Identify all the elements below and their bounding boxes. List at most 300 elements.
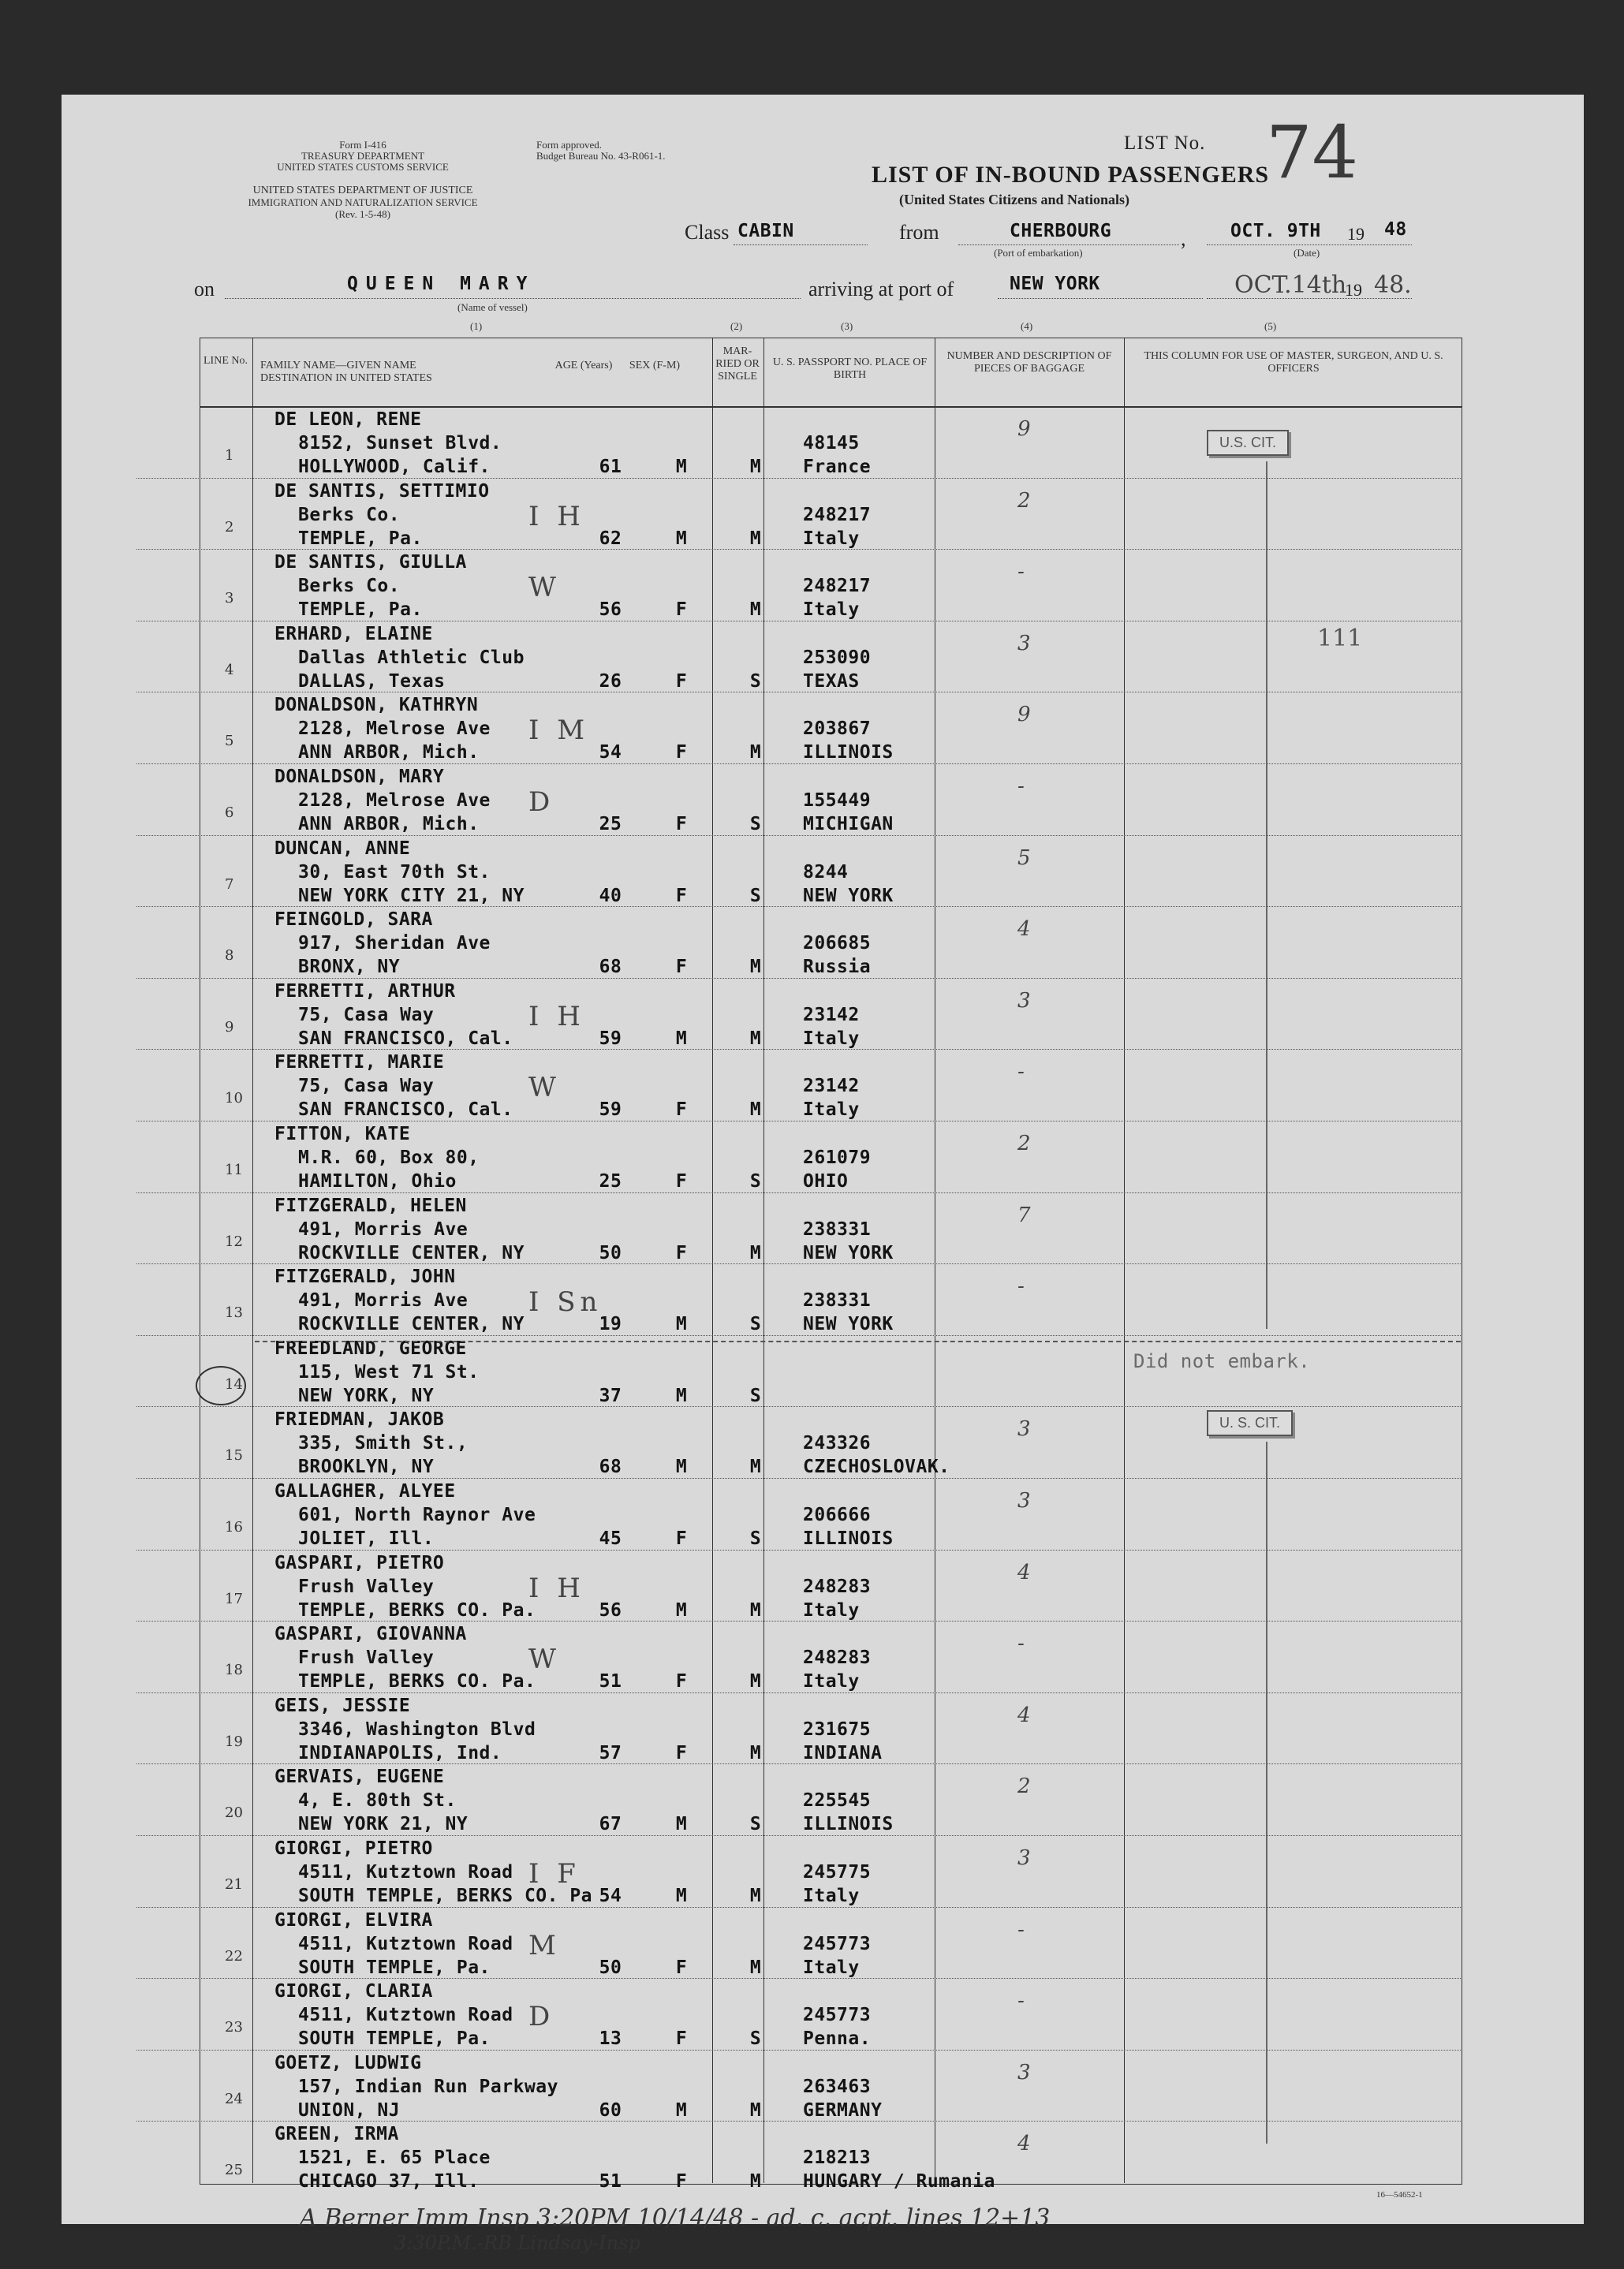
row-passport-no: 238331 bbox=[803, 1290, 872, 1312]
row-age: 50 bbox=[599, 1242, 622, 1263]
row-age: 40 bbox=[599, 885, 622, 906]
list-number: 74 bbox=[1266, 110, 1359, 195]
row-birthplace: ILLINOIS bbox=[803, 742, 894, 763]
col-num-5: (5) bbox=[1264, 320, 1277, 332]
row-age: 56 bbox=[599, 599, 622, 621]
row-marital-status: M bbox=[749, 1599, 762, 1621]
page-subtitle: (United States Citizens and Nationals) bbox=[899, 192, 1130, 207]
row-divider bbox=[136, 1907, 1461, 1908]
row-divider bbox=[136, 1835, 1461, 1836]
row-address-1: 75, Casa Way bbox=[298, 1076, 435, 1097]
row-line-number: 6 bbox=[225, 804, 234, 821]
row-marital-status: S bbox=[749, 1528, 762, 1549]
col-header-officers: THIS COLUMN FOR USE OF MASTER, SURGEON, AND U. S. OFFICERS bbox=[1144, 350, 1443, 375]
col-header-sex: SEX (F-M) bbox=[629, 360, 681, 371]
row-divider bbox=[136, 1478, 1461, 1479]
row-age: 57 bbox=[599, 1742, 622, 1763]
page-title: LIST OF IN-BOUND PASSENGERS bbox=[872, 162, 1270, 188]
row-line-number: 4 bbox=[225, 661, 234, 678]
row-passport-no: 48145 bbox=[803, 433, 860, 453]
row-baggage: - bbox=[1017, 560, 1025, 584]
row-address-2: DALLAS, Texas bbox=[298, 670, 446, 692]
row-address-2: NEW YORK CITY 21, NY bbox=[298, 885, 525, 906]
row-line-number: 15 bbox=[225, 1447, 243, 1465]
row-sex: M bbox=[675, 1314, 688, 1335]
row-birthplace: Penna. bbox=[803, 2028, 872, 2050]
row-sex: F bbox=[675, 599, 688, 621]
row-passport-no: 23142 bbox=[803, 1076, 860, 1097]
row-baggage: 9 bbox=[1017, 417, 1031, 441]
row-address-2: TEMPLE, BERKS CO. Pa. bbox=[298, 1671, 536, 1692]
row-address-1: Dallas Athletic Club bbox=[298, 647, 525, 668]
inspector-signature-2: 3:30P.M.-RB Lindsay-Insp bbox=[394, 2232, 640, 2254]
row-baggage: - bbox=[1017, 774, 1025, 798]
row-inspector-mark: W bbox=[528, 572, 561, 604]
row-birthplace: Russia bbox=[803, 957, 872, 978]
row-age: 50 bbox=[599, 1957, 622, 1978]
vessel-name: QUEEN MARY bbox=[347, 274, 536, 294]
justice-dept: UNITED STATES DEPARTMENT OF JUSTICE bbox=[252, 185, 473, 196]
row-age: 51 bbox=[599, 2171, 622, 2192]
row-address-1: 157, Indian Run Parkway bbox=[298, 2076, 558, 2097]
row-sex: M bbox=[675, 457, 688, 477]
from-value: CHERBOURG bbox=[1010, 221, 1112, 241]
row-divider bbox=[136, 549, 1461, 550]
row-address-2: ROCKVILLE CENTER, NY bbox=[298, 1314, 525, 1335]
row-marital-status: S bbox=[749, 1314, 762, 1335]
row-family-name: DONALDSON, KATHRYN bbox=[274, 695, 479, 716]
row-birthplace: HUNGARY / Rumania bbox=[803, 2171, 995, 2192]
row-address-1: 2128, Melrose Ave bbox=[298, 718, 491, 740]
row-address-1: 1521, E. 65 Place bbox=[298, 2148, 491, 2169]
row-sex: M bbox=[675, 1814, 688, 1835]
row-marital-status: S bbox=[749, 885, 762, 906]
row-address-2: CHICAGO 37, Ill. bbox=[298, 2171, 480, 2192]
row-passport-no: 238331 bbox=[803, 1218, 872, 1240]
row-sex: F bbox=[675, 2028, 688, 2050]
row-marital-status: M bbox=[749, 599, 762, 621]
inspector-signature: A Berner Imm Insp 3:20PM 10/14/48 - ad. c. acpt. lines 12+13 bbox=[300, 2204, 1051, 2232]
row-line-number: 1 bbox=[225, 447, 234, 464]
row-baggage: 4 bbox=[1017, 1703, 1031, 1727]
row-family-name: DE SANTIS, GIULLA bbox=[274, 552, 467, 573]
row-address-1: 917, Sheridan Ave bbox=[298, 933, 491, 954]
row-family-name: FEINGOLD, SARA bbox=[274, 909, 433, 931]
row-marital-status: M bbox=[749, 1457, 762, 1478]
row-line-number: 19 bbox=[225, 1733, 243, 1750]
row-baggage: 3 bbox=[1017, 631, 1031, 655]
form-revision: (Rev. 1-5-48) bbox=[335, 208, 390, 220]
row-birthplace: OHIO bbox=[803, 1171, 849, 1192]
row-inspector-mark: I H bbox=[528, 1572, 585, 1604]
row-family-name: GREEN, IRMA bbox=[274, 2124, 399, 2145]
row-divider bbox=[136, 1978, 1461, 1979]
col-num-2: (2) bbox=[730, 320, 743, 332]
form-approved: Form approved. bbox=[536, 139, 603, 151]
row-baggage: - bbox=[1017, 1274, 1025, 1299]
row-passport-no: 206666 bbox=[803, 1505, 872, 1525]
arrival-year: 48. bbox=[1374, 271, 1412, 299]
row-sex: M bbox=[675, 1599, 688, 1621]
col-header-age: AGE (Years) bbox=[554, 360, 613, 371]
row-address-2: JOLIET, Ill. bbox=[298, 1528, 435, 1549]
row-passport-no: 206685 bbox=[803, 933, 872, 954]
row-passport-no: 218213 bbox=[803, 2148, 872, 2169]
row-address-1: 3346, Washington Blvd bbox=[298, 1719, 536, 1740]
row-birthplace: ILLINOIS bbox=[803, 1528, 894, 1549]
row-birthplace: Italy bbox=[803, 1099, 860, 1121]
row-address-2: ANN ARBOR, Mich. bbox=[298, 814, 480, 834]
row-baggage: - bbox=[1017, 1989, 1025, 2013]
row-passport-no: 231675 bbox=[803, 1719, 872, 1740]
row-age: 62 bbox=[599, 528, 622, 549]
row-address-2: TEMPLE, Pa. bbox=[298, 599, 423, 621]
row-inspector-mark: I H bbox=[528, 1000, 585, 1032]
row-divider bbox=[136, 2121, 1461, 2122]
row-family-name: DE SANTIS, SETTIMIO bbox=[274, 480, 490, 502]
form-footer-code: 16—54652-1 bbox=[1376, 2190, 1423, 2200]
row-address-2: BRONX, NY bbox=[298, 957, 401, 978]
row-address-2: ANN ARBOR, Mich. bbox=[298, 742, 480, 763]
row-birthplace: MICHIGAN bbox=[803, 814, 894, 834]
row-age: 19 bbox=[599, 1314, 622, 1335]
row-birthplace: GERMANY bbox=[803, 2099, 883, 2121]
row-passport-no: 248217 bbox=[803, 504, 872, 525]
row-divider bbox=[136, 906, 1461, 907]
row-sex: F bbox=[675, 885, 688, 906]
row-line-number: 22 bbox=[225, 1947, 243, 1965]
row-sex: F bbox=[675, 957, 688, 978]
col-num-3: (3) bbox=[841, 320, 853, 332]
row-birthplace: Italy bbox=[803, 1886, 860, 1906]
row-line-number: 5 bbox=[225, 733, 234, 750]
row-marital-status: M bbox=[749, 1028, 762, 1049]
row-address-1: 491, Morris Ave bbox=[298, 1218, 469, 1240]
row-address-1: M.R. 60, Box 80, bbox=[298, 1148, 480, 1168]
row-passport-no: 261079 bbox=[803, 1148, 872, 1168]
row-address-1: Frush Valley bbox=[298, 1576, 435, 1597]
row-baggage: 7 bbox=[1017, 1203, 1031, 1227]
row-baggage: 4 bbox=[1017, 2132, 1031, 2156]
row-age: 68 bbox=[599, 1457, 622, 1478]
row-family-name: GERVAIS, EUGENE bbox=[274, 1767, 445, 1788]
row-line-number: 16 bbox=[225, 1519, 243, 1536]
row-age: 68 bbox=[599, 957, 622, 978]
class-label: Class bbox=[685, 221, 730, 244]
col-header-married: MAR-RIED OR SINGLE bbox=[715, 345, 760, 383]
row-line-number: 13 bbox=[225, 1304, 243, 1322]
row-family-name: DE LEON, RENE bbox=[274, 409, 422, 430]
row-marital-status: M bbox=[749, 742, 762, 763]
row-address-1: Berks Co. bbox=[298, 576, 401, 597]
row-line-number: 21 bbox=[225, 1876, 243, 1893]
date-year: 48 bbox=[1384, 219, 1407, 240]
row-sex: M bbox=[675, 528, 688, 549]
row-passport-no: 23142 bbox=[803, 1004, 860, 1025]
row-birthplace: Italy bbox=[803, 1028, 860, 1049]
arrival-date: OCT.14th bbox=[1234, 271, 1347, 299]
row-family-name: FITTON, KATE bbox=[274, 1124, 411, 1144]
row-marital-status: M bbox=[749, 2171, 762, 2192]
form-number: Form I-416 bbox=[339, 139, 386, 151]
citizen-bracket-line bbox=[1266, 461, 1267, 1329]
row-sex: F bbox=[675, 1242, 688, 1263]
row-inspector-mark: D bbox=[528, 2001, 555, 2033]
row-line-number: 8 bbox=[225, 947, 234, 965]
row-passport-no: 203867 bbox=[803, 718, 872, 740]
vessel-caption: (Name of vessel) bbox=[457, 301, 528, 313]
row-marital-status: M bbox=[749, 957, 762, 978]
row-sex: F bbox=[675, 814, 688, 834]
row-line-number: 20 bbox=[225, 1804, 243, 1822]
row-address-2: SOUTH TEMPLE, Pa. bbox=[298, 2028, 491, 2050]
row-passport-no: 8244 bbox=[803, 861, 849, 883]
row-address-1: 4511, Kutztown Road bbox=[298, 1862, 513, 1883]
row-sex: M bbox=[675, 1028, 688, 1049]
row-inspector-mark: I F bbox=[528, 1858, 581, 1890]
row-divider bbox=[136, 1763, 1461, 1764]
row-family-name: GIORGI, CLARIA bbox=[274, 1981, 433, 2002]
row-sex: F bbox=[675, 1099, 688, 1121]
row-address-1: 75, Casa Way bbox=[298, 1004, 435, 1025]
citizen-bracket-line-2 bbox=[1266, 1442, 1267, 2144]
row-divider bbox=[136, 1049, 1461, 1050]
row-address-2: ROCKVILLE CENTER, NY bbox=[298, 1242, 525, 1263]
row-birthplace: Italy bbox=[803, 1671, 860, 1692]
row-baggage: - bbox=[1017, 1060, 1025, 1084]
row-age: 56 bbox=[599, 1599, 622, 1621]
row-baggage: - bbox=[1017, 1632, 1025, 1656]
class-value: CABIN bbox=[737, 221, 794, 241]
strike-line bbox=[255, 1341, 1461, 1342]
row-divider bbox=[136, 1621, 1461, 1622]
row-baggage: 2 bbox=[1017, 488, 1031, 513]
row-family-name: GIORGI, ELVIRA bbox=[274, 1909, 433, 1931]
row-sex: F bbox=[675, 670, 688, 692]
row-address-1: Berks Co. bbox=[298, 504, 401, 525]
row-birthplace: NEW YORK bbox=[803, 1242, 894, 1263]
row-baggage: 3 bbox=[1017, 988, 1031, 1013]
row-age: 54 bbox=[599, 1886, 622, 1906]
row-family-name: FRIEDMAN, JAKOB bbox=[274, 1409, 445, 1431]
row-family-name: GEIS, JESSIE bbox=[274, 1695, 411, 1716]
row-baggage: - bbox=[1017, 1917, 1025, 1942]
row-family-name: FITZGERALD, HELEN bbox=[274, 1195, 467, 1216]
row-marital-status: S bbox=[749, 1385, 762, 1406]
row-age: 26 bbox=[599, 670, 622, 692]
date-value: OCT. 9TH bbox=[1230, 221, 1321, 241]
row-address-2: NEW YORK, NY bbox=[298, 1385, 435, 1406]
row-family-name: GASPARI, PIETRO bbox=[274, 1552, 445, 1573]
row-inspector-mark: D bbox=[528, 786, 555, 818]
arrival-year-prefix: 19 bbox=[1345, 280, 1362, 300]
row-line-number: 23 bbox=[225, 2019, 243, 2036]
row-divider bbox=[136, 1692, 1461, 1693]
row-family-name: GASPARI, GIOVANNA bbox=[274, 1624, 467, 1645]
row-sex: M bbox=[675, 1385, 688, 1406]
row-marital-status: M bbox=[749, 2099, 762, 2121]
row-divider bbox=[136, 835, 1461, 836]
row-baggage: 3 bbox=[1017, 1846, 1031, 1870]
col-header-name: FAMILY NAME—GIVEN NAME DESTINATION IN UNITED STATES bbox=[260, 360, 432, 384]
col-header-line: LINE No. bbox=[203, 355, 248, 367]
row-family-name: GALLAGHER, ALYEE bbox=[274, 1481, 456, 1502]
row-line-number: 12 bbox=[225, 1233, 243, 1250]
row-sex: F bbox=[675, 1742, 688, 1763]
row-family-name: FERRETTI, MARIE bbox=[274, 1052, 445, 1073]
row-address-1: 4, E. 80th St. bbox=[298, 1790, 457, 1812]
row-line-number: 7 bbox=[225, 875, 234, 893]
row-birthplace: ILLINOIS bbox=[803, 1814, 894, 1835]
row-passport-no: 248283 bbox=[803, 1576, 872, 1597]
row-age: 59 bbox=[599, 1028, 622, 1049]
budget-bureau: Budget Bureau No. 43-R061-1. bbox=[536, 150, 666, 162]
row-address-1: 491, Morris Ave bbox=[298, 1290, 469, 1312]
col-num-1: (1) bbox=[470, 320, 483, 332]
row-marital-status: S bbox=[749, 1171, 762, 1192]
row-divider bbox=[136, 2050, 1461, 2051]
row-passport-no: 155449 bbox=[803, 790, 872, 811]
row-inspector-mark: I H bbox=[528, 500, 585, 532]
row-address-2: UNION, NJ bbox=[298, 2099, 401, 2121]
row-sex: F bbox=[675, 1171, 688, 1192]
row-marital-status: S bbox=[749, 2028, 762, 2050]
row-line-number: 17 bbox=[225, 1590, 243, 1607]
row-marital-status: S bbox=[749, 1814, 762, 1835]
row-marital-status: M bbox=[749, 1742, 762, 1763]
col-num-4: (4) bbox=[1021, 320, 1033, 332]
row-baggage: 3 bbox=[1017, 1417, 1031, 1442]
row-sex: M bbox=[675, 1457, 688, 1478]
list-no-label: LIST No. bbox=[1124, 132, 1206, 154]
row-address-1: 30, East 70th St. bbox=[298, 861, 491, 883]
row-address-1: 8152, Sunset Blvd. bbox=[298, 433, 502, 453]
customs-service: UNITED STATES CUSTOMS SERVICE bbox=[277, 161, 449, 173]
row-passport-no: 263463 bbox=[803, 2076, 872, 2097]
arrival-port: NEW YORK bbox=[1010, 274, 1100, 294]
row-line-number: 9 bbox=[225, 1018, 234, 1036]
row-age: 45 bbox=[599, 1528, 622, 1549]
row-marital-status: M bbox=[749, 1099, 762, 1121]
row-divider bbox=[136, 1192, 1461, 1193]
row-address-2: SAN FRANCISCO, Cal. bbox=[298, 1099, 513, 1121]
row-address-1: 4511, Kutztown Road bbox=[298, 1933, 513, 1954]
row-divider bbox=[136, 1263, 1461, 1264]
us-citizen-stamp: U.S. CIT. bbox=[1207, 430, 1289, 456]
row-age: 60 bbox=[599, 2099, 622, 2121]
line-14-circle bbox=[196, 1366, 246, 1405]
row-birthplace: France bbox=[803, 457, 872, 477]
row-sex: F bbox=[675, 1528, 688, 1549]
row-age: 67 bbox=[599, 1814, 622, 1835]
row-divider bbox=[136, 978, 1461, 979]
row-divider bbox=[136, 763, 1461, 764]
row-age: 51 bbox=[599, 1671, 622, 1692]
row-passport-no: 248283 bbox=[803, 1648, 872, 1669]
row-marital-status: M bbox=[749, 1242, 762, 1263]
row-family-name: FERRETTI, ARTHUR bbox=[274, 980, 456, 1002]
treasury-dept: TREASURY DEPARTMENT bbox=[301, 150, 425, 162]
row-family-name: DONALDSON, MARY bbox=[274, 767, 445, 787]
row-address-2: BROOKLYN, NY bbox=[298, 1457, 435, 1478]
row-baggage: 4 bbox=[1017, 1560, 1031, 1584]
row-divider bbox=[136, 1406, 1461, 1407]
row-passport-no: 253090 bbox=[803, 647, 872, 668]
ins-service: IMMIGRATION AND NATURALIZATION SERVICE bbox=[248, 196, 478, 208]
row-family-name: GOETZ, LUDWIG bbox=[274, 2052, 422, 2073]
from-label: from bbox=[899, 221, 939, 244]
row-birthplace: NEW YORK bbox=[803, 885, 894, 906]
row-address-2: HAMILTON, Ohio bbox=[298, 1171, 457, 1192]
row-inspector-mark: M bbox=[528, 1929, 561, 1961]
col-header-passport: U. S. PASSPORT NO. PLACE OF BIRTH bbox=[772, 356, 928, 381]
arriving-label: arriving at port of bbox=[808, 278, 954, 300]
tally-mark: 111 bbox=[1317, 625, 1363, 652]
row-sex: M bbox=[675, 1886, 688, 1906]
row-address-2: NEW YORK 21, NY bbox=[298, 1814, 469, 1835]
row-age: 61 bbox=[599, 457, 622, 477]
row-line-number: 10 bbox=[225, 1090, 243, 1107]
row-family-name: ERHARD, ELAINE bbox=[274, 623, 433, 644]
row-address-2: TEMPLE, BERKS CO. Pa. bbox=[298, 1599, 536, 1621]
row-age: 59 bbox=[599, 1099, 622, 1121]
row-address-1: 601, North Raynor Ave bbox=[298, 1505, 536, 1525]
date-caption: (Date) bbox=[1294, 247, 1320, 259]
row-inspector-mark: I M bbox=[528, 715, 590, 747]
row-address-1: 115, West 71 St. bbox=[298, 1361, 480, 1383]
row-address-1: Frush Valley bbox=[298, 1648, 435, 1669]
row-address-2: INDIANAPOLIS, Ind. bbox=[298, 1742, 502, 1763]
row-family-name: DUNCAN, ANNE bbox=[274, 838, 411, 859]
row-age: 25 bbox=[599, 1171, 622, 1192]
on-label: on bbox=[194, 278, 215, 300]
row-line-number: 2 bbox=[225, 518, 234, 536]
row-inspector-mark: I Sn bbox=[528, 1286, 603, 1319]
row-age: 54 bbox=[599, 742, 622, 763]
row-family-name: FITZGERALD, JOHN bbox=[274, 1267, 456, 1288]
row-age: 13 bbox=[599, 2028, 622, 2050]
row-address-1: 2128, Melrose Ave bbox=[298, 790, 491, 811]
row-birthplace: Italy bbox=[803, 1599, 860, 1621]
row-divider bbox=[136, 478, 1461, 479]
row-line-number: 18 bbox=[225, 1662, 243, 1679]
row-birthplace: INDIANA bbox=[803, 1742, 883, 1763]
row-divider bbox=[136, 1550, 1461, 1551]
port-embarkation-caption: (Port of embarkation) bbox=[994, 247, 1083, 259]
us-citizen-stamp-2: U. S. CIT. bbox=[1207, 1410, 1293, 1436]
row-sex: F bbox=[675, 742, 688, 763]
row-line-number: 14 bbox=[225, 1375, 243, 1393]
row-line-number: 3 bbox=[225, 590, 234, 607]
row-divider bbox=[136, 1335, 1461, 1336]
row-passport-no: 225545 bbox=[803, 1790, 872, 1812]
row-family-name: FREEDLAND, GEORGE bbox=[274, 1338, 467, 1359]
row-birthplace: NEW YORK bbox=[803, 1314, 894, 1335]
row-birthplace: CZECHOSLOVAK. bbox=[803, 1457, 950, 1478]
row-marital-status: M bbox=[749, 1671, 762, 1692]
row-passport-no: 245773 bbox=[803, 1933, 872, 1954]
row-baggage: 4 bbox=[1017, 917, 1031, 942]
row-address-2: SOUTH TEMPLE, Pa. bbox=[298, 1957, 491, 1978]
row-marital-status: S bbox=[749, 670, 762, 692]
row-marital-status: M bbox=[749, 528, 762, 549]
row-birthplace: Italy bbox=[803, 1957, 860, 1978]
row-birthplace: TEXAS bbox=[803, 670, 860, 692]
row-line-number: 11 bbox=[225, 1162, 243, 1178]
row-address-1: 335, Smith St., bbox=[298, 1433, 469, 1454]
row-birthplace: Italy bbox=[803, 528, 860, 549]
row-baggage: 2 bbox=[1017, 1775, 1031, 1799]
